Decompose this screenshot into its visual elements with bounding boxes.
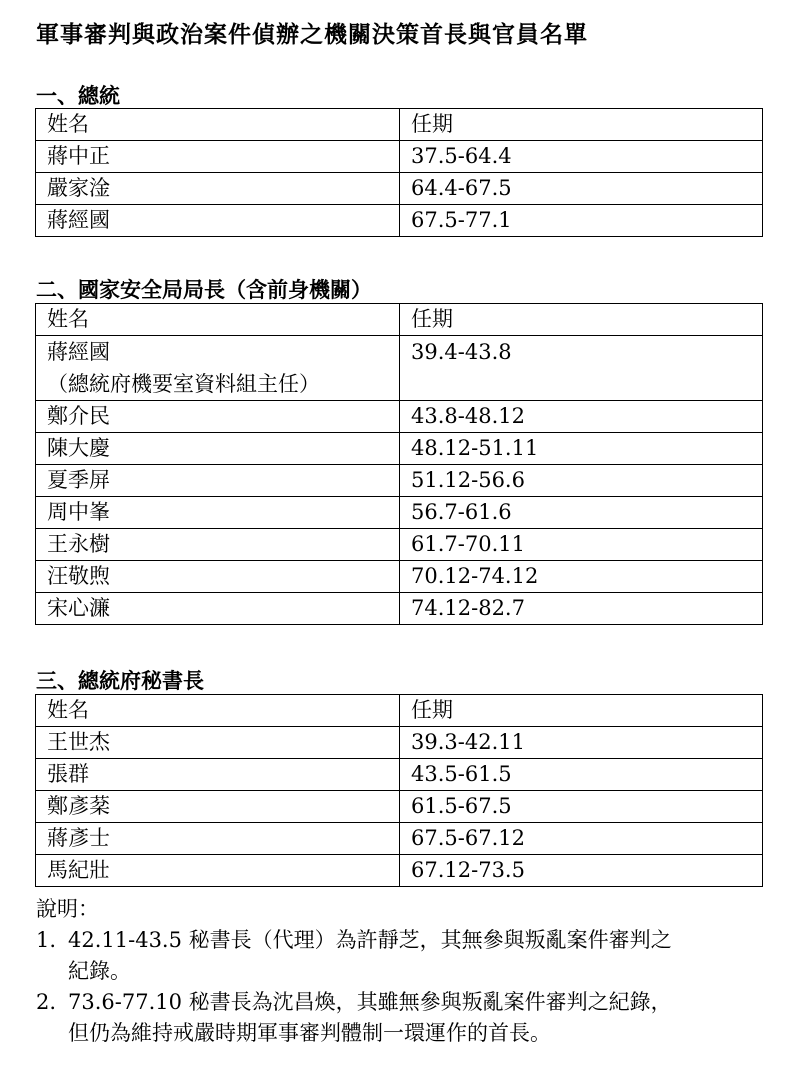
table-row — [36, 855, 763, 887]
column-header-name: 姓名 — [36, 304, 400, 336]
column-header-term: 任期 — [400, 695, 763, 727]
table-row — [36, 759, 763, 791]
secretary-general-table — [35, 694, 763, 887]
notes-label: 說明： — [36, 897, 99, 921]
name-cell: 汪敬煦 — [36, 561, 400, 593]
table-row — [36, 497, 763, 529]
term-cell: 43.8-48.12 — [400, 401, 763, 433]
term-cell: 70.12-74.12 — [400, 561, 763, 593]
term-cell: 43.5-61.5 — [400, 759, 763, 791]
note-item — [36, 925, 672, 987]
name-cell: 鄭彥棻 — [36, 791, 400, 823]
table-row — [36, 791, 763, 823]
term-cell: 67.5-67.12 — [400, 823, 763, 855]
table-row — [36, 561, 763, 593]
table-header-row — [36, 109, 763, 141]
nsb-director-table — [35, 303, 763, 625]
name-cell: 蔣中正 — [36, 141, 400, 173]
term-cell: 61.5-67.5 — [400, 791, 763, 823]
note-number: 2. — [36, 990, 57, 1014]
table-row — [36, 593, 763, 625]
note-text-line2: 但仍為維持戒嚴時期軍事審判體制一環運作的首長。 — [68, 1021, 551, 1045]
term-cell: 67.5-77.1 — [400, 205, 763, 237]
name-cell — [36, 336, 400, 401]
table-row — [36, 465, 763, 497]
term-cell: 51.12-56.6 — [400, 465, 763, 497]
page-title: 軍事審判與政治案件偵辦之機關決策首長與官員名單 — [36, 22, 588, 48]
name-cell: 王世杰 — [36, 727, 400, 759]
person-name: 蔣經國 — [47, 340, 110, 364]
section-heading-president: 一、總統 — [36, 84, 120, 108]
name-cell: 王永樹 — [36, 529, 400, 561]
name-cell: 夏季屏 — [36, 465, 400, 497]
note-text-line2: 紀錄。 — [68, 959, 131, 983]
table-row — [36, 401, 763, 433]
note-item — [36, 987, 672, 1049]
term-cell: 39.3-42.11 — [400, 727, 763, 759]
term-cell: 74.12-82.7 — [400, 593, 763, 625]
president-table — [35, 108, 763, 237]
note-text-line1: 73.6-77.10 秘書長為沈昌煥，其雖無參與叛亂案件審判之紀錄， — [68, 990, 672, 1014]
table-header-row — [36, 695, 763, 727]
name-cell: 嚴家淦 — [36, 173, 400, 205]
notes-block — [36, 894, 672, 1049]
name-cell: 張群 — [36, 759, 400, 791]
term-cell: 64.4-67.5 — [400, 173, 763, 205]
table-row — [36, 173, 763, 205]
table-row — [36, 336, 763, 401]
name-cell: 陳大慶 — [36, 433, 400, 465]
name-cell: 周中峯 — [36, 497, 400, 529]
table-row — [36, 205, 763, 237]
section-heading-nsb: 二、國家安全局局長（含前身機關） — [36, 278, 372, 302]
name-cell: 鄭介民 — [36, 401, 400, 433]
table-row — [36, 727, 763, 759]
table-header-row — [36, 304, 763, 336]
term-cell: 39.4-43.8 — [400, 336, 763, 401]
column-header-name: 姓名 — [36, 695, 400, 727]
table-row — [36, 529, 763, 561]
name-cell: 蔣經國 — [36, 205, 400, 237]
name-cell: 宋心濂 — [36, 593, 400, 625]
term-cell: 61.7-70.11 — [400, 529, 763, 561]
column-header-term: 任期 — [400, 304, 763, 336]
name-cell: 馬紀壯 — [36, 855, 400, 887]
term-cell: 56.7-61.6 — [400, 497, 763, 529]
column-header-name: 姓名 — [36, 109, 400, 141]
name-cell: 蔣彥士 — [36, 823, 400, 855]
term-cell: 37.5-64.4 — [400, 141, 763, 173]
table-row — [36, 823, 763, 855]
position-note: （總統府機要室資料組主任） — [47, 372, 320, 396]
table-row — [36, 141, 763, 173]
column-header-term: 任期 — [400, 109, 763, 141]
section-heading-secretary-general: 三、總統府秘書長 — [36, 669, 204, 693]
term-cell: 48.12-51.11 — [400, 433, 763, 465]
term-cell: 67.12-73.5 — [400, 855, 763, 887]
note-number: 1. — [36, 928, 57, 952]
note-text-line1: 42.11-43.5 秘書長（代理）為許靜芝，其無參與叛亂案件審判之 — [68, 928, 672, 952]
table-row — [36, 433, 763, 465]
